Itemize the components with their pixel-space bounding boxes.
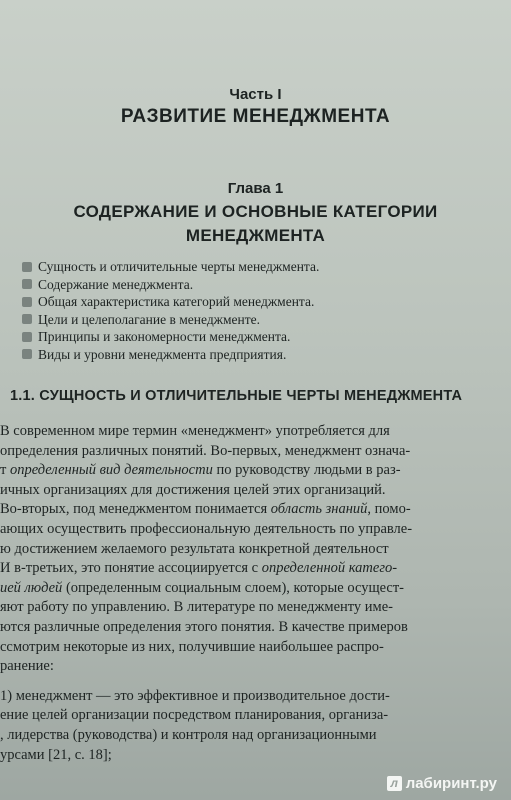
bullet-icon	[22, 279, 32, 289]
italic-term: определенный вид деятельности	[9, 462, 213, 479]
text-run: урсами [21, с. 18];	[0, 746, 112, 763]
bullet-icon	[22, 314, 32, 324]
chapter-title-line: МЕНЕДЖМЕНТА	[185, 226, 326, 245]
text-run: ются различные определения этого понятия. В качестве примеров	[0, 618, 408, 635]
text-run: ранение:	[0, 658, 54, 675]
contents-item-text: Принципы и закономерности менеджмента.	[38, 329, 291, 344]
text-line	[0, 461, 511, 481]
chapter-contents-list	[22, 258, 492, 363]
text-run: определения различных понятий. Во-первых, менеджмент означа-	[0, 442, 411, 459]
contents-item-text: Сущность и отличительные черты менеджмента.	[38, 259, 320, 274]
body-text	[0, 422, 511, 765]
text-line	[0, 540, 511, 560]
text-run: И в-третьих, это понятие ассоциируется с	[0, 560, 262, 577]
italic-term: определенной катего-	[261, 560, 398, 577]
text-run: , лидерства (руководства) и контроля над организационными	[0, 726, 377, 743]
text-line	[0, 726, 511, 746]
text-run: ю достижением желаемого результата конкретной деятельност	[0, 540, 389, 557]
text-run: яют работу по управлению. В литературе по менеджменту име-	[0, 599, 393, 616]
text-run: т	[0, 462, 10, 479]
text-line	[0, 638, 511, 658]
text-run: ичных организациях для достижения целей этих организаций.	[0, 481, 386, 498]
text-line	[0, 579, 511, 599]
part-label: Часть I	[229, 86, 282, 103]
text-line	[0, 746, 511, 766]
text-run: (определенным социальным слоем), которые осущест-	[62, 579, 405, 596]
bullet-icon	[22, 262, 32, 272]
watermark-text: лабиринт.ру	[405, 775, 497, 792]
text-line	[0, 559, 511, 579]
contents-item	[22, 276, 492, 294]
italic-term: ией людей	[0, 579, 63, 596]
labirint-logo-icon: л	[387, 776, 402, 791]
contents-item	[22, 293, 492, 311]
text-run: ение целей организации посредством планирования, организа-	[0, 707, 389, 724]
text-line	[0, 618, 511, 638]
bullet-icon	[22, 332, 32, 342]
text-line	[0, 481, 511, 501]
bullet-icon	[22, 297, 32, 307]
text-line	[0, 706, 511, 726]
text-run: ающих осуществить профессиональную деятельность по управле-	[0, 520, 413, 537]
contents-item-text: Виды и уровни менеджмента предприятия.	[38, 346, 287, 362]
contents-item	[22, 311, 492, 329]
text-line	[0, 500, 511, 520]
text-line	[0, 520, 511, 540]
chapter-label: Глава 1	[227, 180, 284, 197]
text-line	[0, 687, 511, 707]
text-line	[0, 657, 511, 677]
chapter-title	[0, 200, 511, 248]
chapter-title-line: СОДЕРЖАНИЕ И ОСНОВНЫЕ КАТЕГОРИИ	[73, 202, 438, 221]
contents-item	[22, 346, 492, 364]
text-line	[0, 442, 511, 462]
italic-term: область знаний	[270, 501, 368, 518]
text-run: ссмотрим некоторые из них, получившие наибольшее распро-	[0, 638, 384, 655]
contents-item	[22, 258, 492, 276]
contents-item-text: Цели и целеполагание в менеджменте.	[38, 311, 261, 327]
text-run: 1) менеджмент — это эффективное и производительное дости-	[0, 687, 390, 704]
text-run: , помо-	[367, 501, 411, 518]
contents-item	[22, 328, 492, 346]
text-run: по руководству людьми в раз-	[212, 462, 401, 479]
section-heading: 1.1. СУЩНОСТЬ И ОТЛИЧИТЕЛЬНЫЕ ЧЕРТЫ МЕНЕДЖМЕНТА	[10, 388, 463, 404]
part-title: РАЗВИТИЕ МЕНЕДЖМЕНТА	[120, 106, 391, 127]
text-run: Во-вторых, под менеджментом понимается	[0, 501, 271, 518]
contents-item-text: Общая характеристика категорий менеджмента.	[38, 294, 315, 309]
bullet-icon	[22, 349, 32, 359]
contents-item-text: Содержание менеджмента.	[38, 276, 194, 292]
text-run: В современном мире термин «менеджмент» употребляется для	[0, 423, 390, 439]
text-line	[0, 422, 511, 442]
watermark	[387, 775, 497, 792]
text-line	[0, 598, 511, 618]
